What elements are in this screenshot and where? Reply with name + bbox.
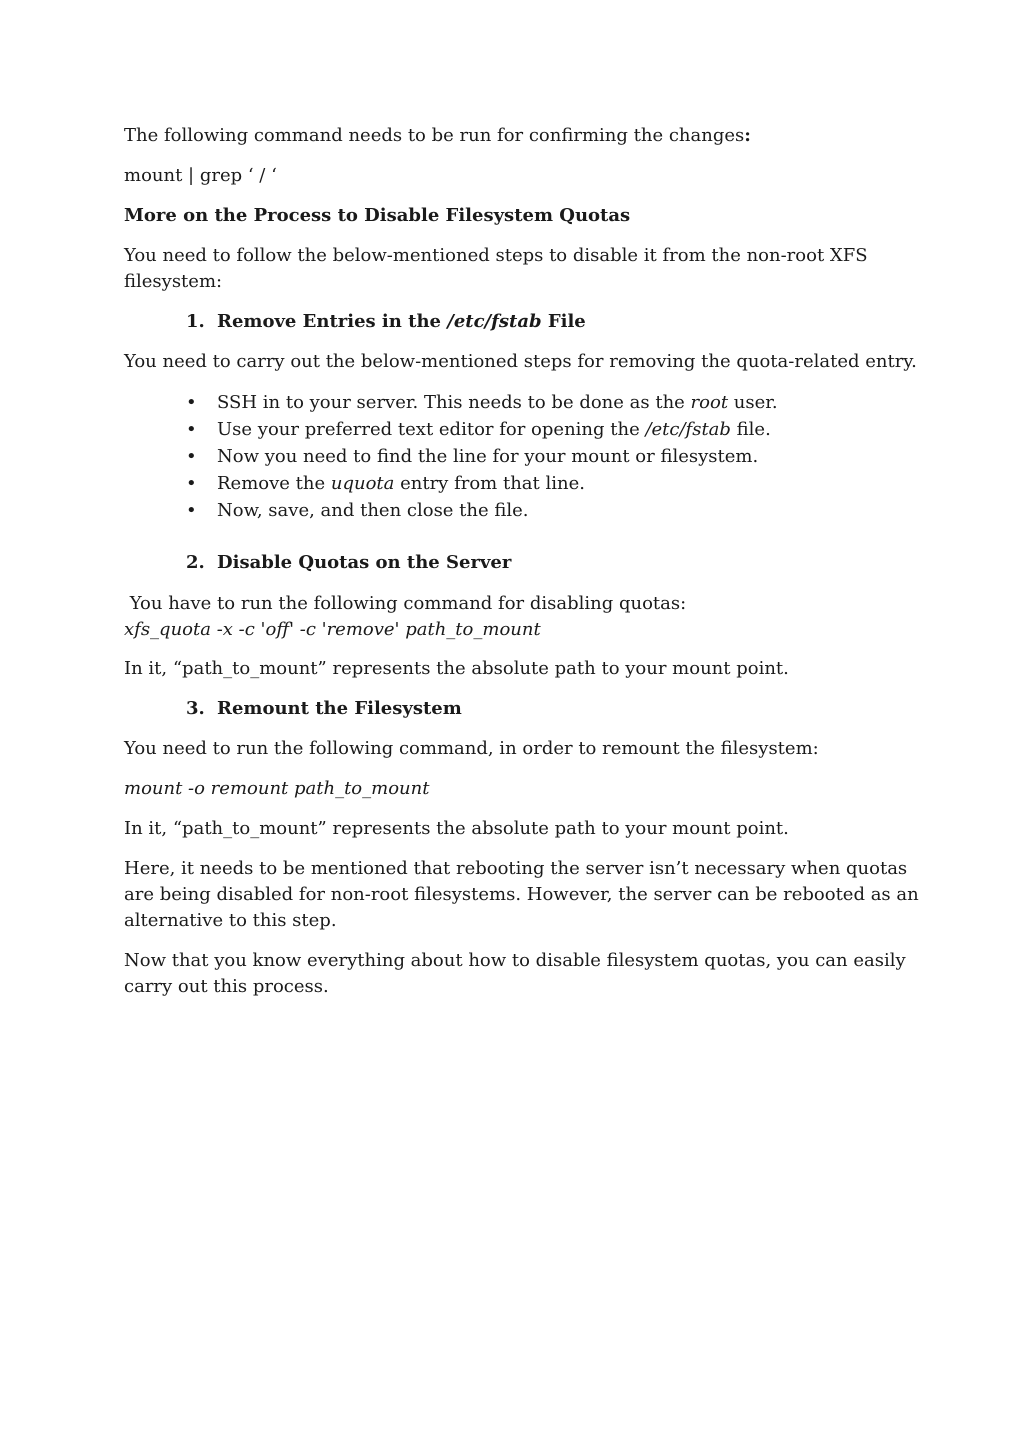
reboot-line-3: alternative to this step. (124, 910, 337, 931)
bullet-2-text-c: file. (730, 419, 771, 440)
command-xfs-quota: xfs_quota -x -c 'off' -c 'remove' path_to_mount (124, 619, 541, 640)
bullet-glyph: • (186, 446, 197, 467)
bullet-item-editor (217, 417, 771, 443)
section-1-title-path: /etc/fstab (447, 311, 542, 332)
section-1-title-a: Remove Entries in the (217, 311, 448, 332)
section-3-intro: You need to run the following command, in order to remount the filesystem: (124, 738, 819, 759)
confirm-colon: : (744, 125, 751, 146)
reboot-line-1: Here, it needs to be mentioned that rebooting the server isn’t necessary when quotas (124, 858, 908, 879)
bullet-item-find-line: Now you need to find the line for your mount or filesystem. (217, 446, 759, 467)
closing-line-1: Now that you know everything about how to disable filesystem quotas, you can easily (124, 950, 906, 971)
bullet-1-root: root (690, 392, 729, 413)
bullet-glyph: • (186, 500, 197, 521)
bullet-4-uquota: uquota (330, 473, 395, 494)
bullet-2-path: /etc/fstab (645, 419, 731, 440)
section-1-number: 1. (186, 311, 205, 332)
section-2-note: In it, “path_to_mount” represents the absolute path to your mount point. (124, 658, 789, 679)
section-1-intro: You need to carry out the below-mentioned steps for removing the quota-related entry. (124, 351, 917, 372)
bullet-2-text-a: Use your preferred text editor for opening the (217, 419, 646, 440)
section-1-title-c: File (541, 311, 586, 332)
section-3-number: 3. (186, 698, 205, 719)
closing-line-2: carry out this process. (124, 976, 329, 997)
bullet-glyph: • (186, 392, 197, 413)
bullet-item-ssh (217, 390, 778, 416)
intro-line-2: filesystem: (124, 271, 223, 292)
section-1-heading (217, 309, 586, 335)
section-2-intro: You have to run the following command for disabling quotas: (124, 593, 687, 614)
bullet-1-text-c: user. (728, 392, 778, 413)
bullet-glyph: • (186, 473, 197, 494)
bullet-glyph: • (186, 419, 197, 440)
main-heading: More on the Process to Disable Filesystem Quotas (124, 205, 631, 226)
bullet-4-text-c: entry from that line. (394, 473, 585, 494)
confirm-text: The following command needs to be run for confirming the changes (124, 125, 745, 146)
section-2-number: 2. (186, 552, 205, 573)
reboot-line-2: are being disabled for non-root filesystems. However, the server can be rebooted as an (124, 884, 919, 905)
bullet-item-save-close: Now, save, and then close the file. (217, 500, 529, 521)
command-remount: mount -o remount path_to_mount (124, 778, 430, 799)
bullet-item-remove-uquota (217, 471, 585, 497)
command-mount-grep: mount | grep ‘ / ‘ (124, 165, 277, 186)
section-2-heading: Disable Quotas on the Server (217, 552, 512, 573)
section-3-note: In it, “path_to_mount” represents the absolute path to your mount point. (124, 818, 789, 839)
bullet-1-text-a: SSH in to your server. This needs to be done as the (217, 392, 691, 413)
bullet-4-text-a: Remove the (217, 473, 331, 494)
confirm-paragraph (124, 123, 751, 149)
intro-line-1: You need to follow the below-mentioned steps to disable it from the non-root XFS (124, 245, 868, 266)
section-3-heading: Remount the Filesystem (217, 698, 462, 719)
